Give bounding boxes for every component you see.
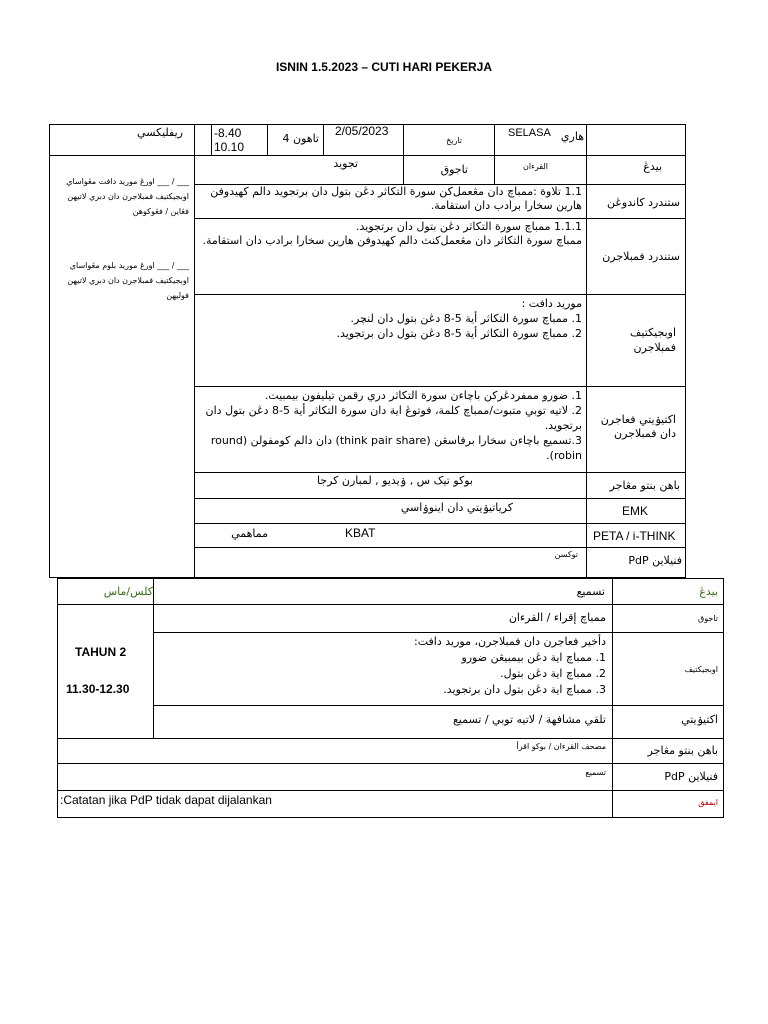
hari-label: هاري [560, 130, 584, 143]
catatan-text: :Catatan jika PdP tidak dapat dijalankan [60, 793, 272, 807]
bottom-aktiviti-value: تلقي مشافهة / لاتيه توبي / تسميع [452, 713, 606, 726]
bottom-objektif-value: دأخير فعاجرن دان فمبلاجرن، موريد دافت: 1. ممباچ اية دڠن بيمبيڠن ضورو 2. ممباچ اية دڠن بتول. 3. ممباچ اية دڠن بتول دان برتجويد. [414, 635, 606, 696]
bottom-aktiviti-label: اکتيۏيتي [681, 713, 718, 726]
bidang-value: القرءان [523, 162, 548, 171]
peta-memahami: مماهمي [231, 527, 268, 540]
bottom-bidang-value: تسميع [576, 585, 605, 598]
bottom-objektif-label: اوبجيکتيف [684, 665, 718, 674]
bottom-tajuk-label: تاجوق [698, 614, 718, 623]
bottom-pentaksiran-value: تسميع [585, 768, 606, 777]
bottom-tajuk-value: ممباچ إقراء / القرءان [508, 611, 606, 624]
peta-label: PETA / i-THINK [593, 529, 676, 543]
refleksi-label: ريفليكسي [137, 126, 183, 139]
objektif-value: موريد دافت : 1. ممباچ سورة التكاثر أية 5-8 دڠن بتول دان لنچر. 2. ممباچ سورة التكاثر أية 5-8 دڠن بتول دان برتجويد. [336, 297, 582, 340]
peta-kbat: KBAT [345, 526, 376, 540]
kelas-masa-label: کلس/ماس [103, 585, 153, 598]
impak-label: ايمفق [698, 798, 718, 807]
objektif-label: اوبجيکتيف فمبلاجرن [630, 326, 676, 354]
hari-value: SELASA [508, 127, 551, 139]
bottom-bahan-label: باهن بنتو مڠاجر [647, 744, 718, 757]
sp-label: ستندرد فمبلاجرن [602, 250, 680, 263]
emk-label: EMK [622, 504, 649, 518]
sp-value: 1.1.1 ممباچ سورة التكاثر دڠن بتول دان برتجويد. ممباچ سورة التكاثر دان مڠعمل‌کنث دالم کهيدوفن هارين سخارا برادب دان استقامة. [202, 220, 582, 247]
bottom-bidang-label: بيدڠ [699, 585, 718, 598]
kelas-value: تاهون 4 [282, 132, 319, 145]
tarikh-label: تاريخ [446, 136, 462, 145]
bottom-pentaksiran-label: فنيلاين PdP [664, 770, 718, 783]
bahan-label: باهن بنتو مڠاجر [609, 479, 680, 492]
class-name: TAHUN 2 [75, 645, 127, 659]
refleksi-note-not-achieved: ___ / ___ اورڠ موريد بلوم مڠواساي اوبجيکتيف فمبلاجرن دان دبري لاتيهن فوليهن [67, 261, 189, 300]
page-title: ISNIN 1.5.2023 – CUTI HARI PEKERJA [275, 60, 493, 74]
aktiviti-label: اکتيۏيتي فعاجرن دان فمبلاجرن [600, 413, 676, 440]
emk-value: کرياتيۏيتي دان اينوۏاسي [400, 501, 513, 514]
sk-label: ستندرد کاندوڠن [606, 196, 680, 209]
aktiviti-value: 1. ضورو ممفردڠرکن باچاءن سورة التكاثر دري رقمن تيليفون بيمبيت. 2. لاتيه توبي متبوت/ممباچ کلمة، فوتوڠ اية دان سورة التكاثر أية 5-8 دڠن بتول دان برتجويد. 3.تسميع باچاءن سخارا برفاسڠن (think pair share) دان دالم کومفولن (round robin). [205, 389, 582, 462]
masa-value: -8.40 10.10 [214, 126, 245, 154]
tajuk-label: تاجوق [440, 163, 468, 176]
bahan-value: بوکو تيک س , ۏيديو , لمبارن کرجا [316, 474, 473, 487]
bottom-bahan-value: مصحف القرءان / بوکو اقرأ [516, 742, 606, 751]
pentaksiran-value: توکسن [554, 550, 578, 559]
tarikh-value: 2/05/2023 [335, 124, 389, 138]
pentaksiran-label: فنيلاين PdP [628, 554, 682, 567]
tajuk-value: تجويد [333, 157, 358, 170]
refleksi-note-achieved: ___ / ___ اورڠ موريد دافت مڠواساي اوبجيکتيف فمبلاجرن دان دبري لاتيهن فڠاين / فڠوکوهن [66, 177, 189, 216]
sk-value: 1.1 تلاوة :ممباچ دان مڠعمل‌کن سورة التكاثر دڠن بتول دان برتجويد دالم کهيدوفن هارين سخارا برادب دان استقامة. [210, 185, 582, 212]
bidang-label: بيدڠ [643, 160, 662, 173]
class-time: 11.30-12.30 [66, 682, 130, 696]
